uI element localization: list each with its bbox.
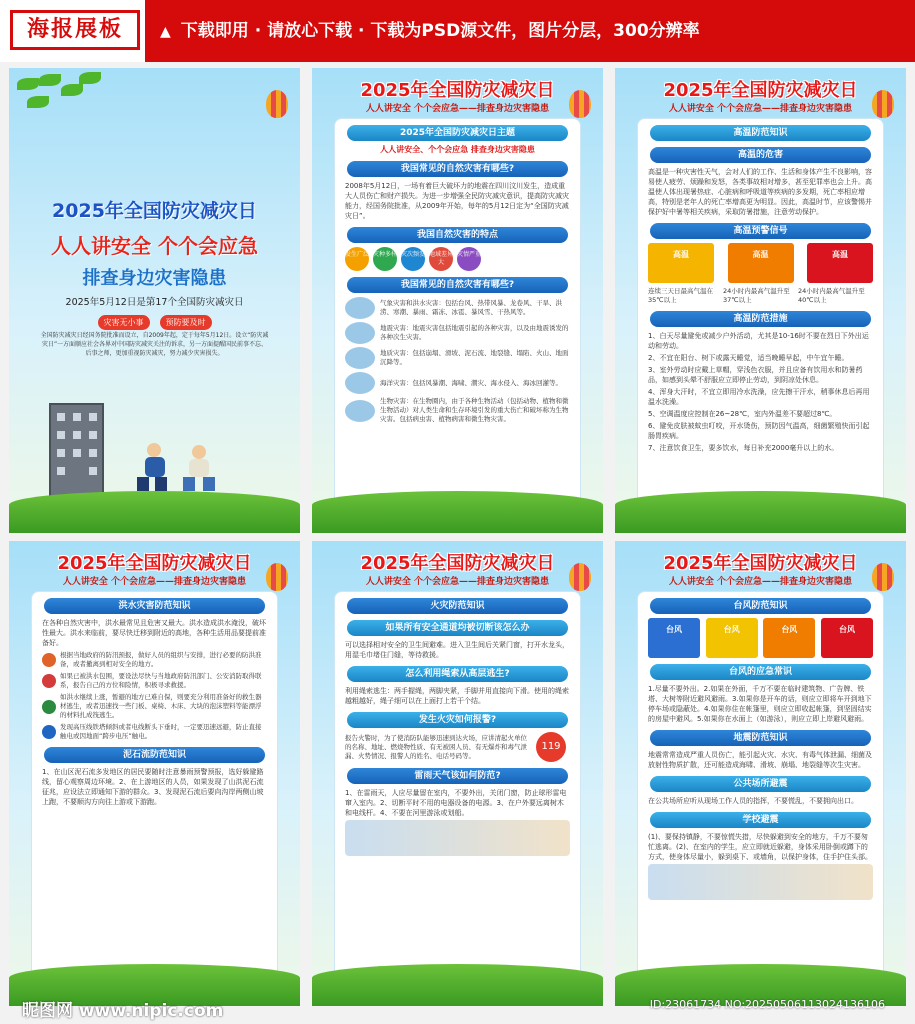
poster-subtitle: 人人讲安全 个个会应急——排查身边灾害隐患 — [365, 577, 550, 587]
section-heading: 我国自然灾害的特点 — [347, 227, 568, 243]
poster-disaster-types[interactable] — [312, 68, 603, 533]
item-text: 地质灾害：包括崩塌、滑坡、泥石流、地裂缝、塌陷、火山、地面沉降等。 — [380, 349, 569, 366]
question-heading: 怎么利用绳索从高层逃生? — [347, 666, 568, 682]
heat-signal-orange: 高温 — [728, 243, 794, 283]
bug-icon — [345, 400, 375, 422]
signal-note: 连续三天日最高气温在35℃以上 — [648, 287, 713, 304]
tip-text: 如洪水继续上涨，暂避的地方已难自保，则要充分利用准备好的救生器材逃生，或者迅速找一些门板、桌椅、木床、大块的泡沫塑料等能漂浮的材料扎成筏逃生。 — [60, 693, 262, 719]
list-item — [345, 372, 570, 394]
number-badge-icon — [42, 700, 56, 714]
leaves-decoration — [9, 68, 119, 138]
signal-note: 24小时内最高气温升至37℃以上 — [723, 287, 790, 304]
item-text: 气象灾害和洪水灾害：包括台风、热带风暴、龙卷风、干旱、洪涝、寒潮、暴雨、霜冻、冰雹、暴风雪、干热风等。 — [380, 299, 562, 316]
earthquake-icon — [345, 322, 375, 344]
poster-subtitle: 人人讲安全 个个会应急——排查身边灾害隐患 — [62, 577, 247, 587]
typhoon-signal-blue: 台风 — [648, 618, 700, 658]
brand-area — [0, 0, 145, 62]
typhoon-signal-yellow: 台风 — [706, 618, 758, 658]
section-heading: 台风防范知识 — [650, 598, 871, 614]
tip-text: 5、空调温度应控制在26~28℃，室内外温差不要超过8℃。 — [648, 410, 837, 418]
section-text: 1.尽量不要外出。2.如果在外面，千万不要在临时建筑物、广告牌、铁塔、大树等附近避风避雨。3.如果你是开车的话，则应立即将车开到地下停车场或隐蔽处。4.如果你住在帐篷里，则应立即收起帐篷，到坚固结实的房屋中避风。5.如果你在水面上（如游泳），则应立即上岸避风避雨。 — [648, 685, 872, 723]
section-text: (1)、要保持镇静，不要惊慌失措，尽快躲避到安全的地方，千万不要匆忙逃离。(2)、在室内的学生，应立即就近躲避，身体采用卧倒或蹲下的方式，使身体尽量小，躲到桌下、或墙角，以保护身体，住手护住头部。 — [648, 833, 872, 861]
section-heading: 火灾防范知识 — [347, 598, 568, 614]
landslide-icon — [345, 347, 375, 369]
feature-badge: 发生广泛 — [345, 247, 369, 271]
section-text: 1、在山区泥石流多发地区的居民要随时注意暴雨预警预报，选好躲避路线，留心观察周边环境。2、在上游地区的人员，如果发现了山洪泥石流征兆，应设法立即通知下游的群众。3、发现泥石流后要向沟岸两侧山坡上跑，不要顺沟方向往上游或下游跑。 — [42, 768, 264, 806]
poster-typhoon[interactable] — [615, 541, 906, 1006]
cover-date: 2025年5月12日是第17个全国防灾减灾日 — [65, 297, 244, 308]
typhoon-signal-red: 台风 — [821, 618, 873, 658]
list-item — [345, 397, 570, 424]
cover-tags — [9, 315, 300, 330]
watermark-bar — [0, 990, 915, 1024]
question-heading: 如果所有安全通道均被切断该怎么办 — [347, 620, 568, 636]
number-badge-icon — [42, 725, 56, 739]
answer-text: 报告火警时，为了使消防队能够迅速到达火场，应讲清起火单位的名称、地址、燃烧物性质、有无被困人员、有无爆炸和毒气泄漏、火势情况、报警人的姓名、电话号码等。 — [345, 733, 527, 760]
section-heading: 地震防范知识 — [650, 730, 871, 746]
poster-subtitle: 人人讲安全 个个会应急——排查身边灾害隐患 — [365, 104, 550, 114]
section-heading: 2025年全国防灾减灾日主题 — [347, 125, 568, 141]
cover-title: 2025年全国防灾减灾日 — [52, 200, 257, 222]
tip-text: 1、白天尽量避免或减少户外活动，尤其是10-16时不要在烈日下外出运动和劳动。 — [648, 332, 869, 350]
typhoon-signals — [648, 618, 873, 658]
wave-icon — [345, 372, 375, 394]
tip-row — [42, 672, 267, 690]
thunderstorm-illustration — [345, 820, 570, 856]
tip-text: 3、室外劳动时应戴上草帽，穿浅色衣服，并且应备有饮用水和防暑药品，如感到头晕不舒服应立即停止劳动，到阴凉处休息。 — [648, 366, 863, 384]
top-banner — [0, 0, 915, 62]
section-heading: 高温防范知识 — [650, 125, 871, 141]
poster-subtitle: 人人讲安全 个个会应急——排查身边灾害隐患 — [668, 104, 853, 114]
item-text: 生物灾害：在生物圈内，由于各种生物活动（包括动物、植物和微生物活动）对人类生命和生存环境引发的重大伤亡和破坏称为生物灾害。包括病虫害、植物病害和微生物灾害。 — [380, 397, 569, 423]
tip-row — [42, 693, 267, 720]
feature-badge: 灾种多样 — [373, 247, 397, 271]
emergency-119-badge: 119 — [536, 732, 566, 762]
site-watermark: 昵图网 www.nipic.com — [22, 1001, 224, 1021]
poster-subtitle: 人人讲安全 个个会应急——排查身边灾害隐患 — [668, 577, 853, 587]
triangle-icon: ▲ — [160, 24, 171, 40]
cover-intro: 全国防灾减灾日经国务院批准而设立，自2009年起，定于每年5月12日。设立“防灾减灾日”一方面顺应社会各界对中国防灾减灾关注的诉求，另一方面提醒国民前事不忘、后事之师，更加重视防灾减灾，努力减少灾害损失。 — [40, 332, 269, 357]
section-heading: 我国常见的自然灾害有哪些? — [347, 161, 568, 177]
poster-cover[interactable] — [9, 68, 300, 533]
cover-slogan: 人人讲安全 个个会应急 — [51, 234, 258, 258]
poster-title: 2025年全国防灾减灾日 — [663, 553, 858, 574]
section-heading: 雷雨天气该如何防范? — [347, 768, 568, 784]
grass-decoration — [615, 491, 906, 533]
poster-title: 2025年全国防灾减灾日 — [360, 553, 555, 574]
tip-row — [42, 651, 267, 669]
report-row — [345, 732, 570, 762]
earthquake-scene-illustration — [648, 864, 873, 900]
item-text: 地震灾害：地震灾害包括地震引起的各种灾害，以及由地震诱发的各种次生灾害。 — [380, 324, 569, 341]
poster-fire[interactable] — [312, 541, 603, 1006]
poster-heat[interactable] — [615, 68, 906, 533]
list-item — [345, 347, 570, 369]
list-item — [345, 322, 570, 344]
content-card — [637, 118, 884, 510]
section-text: 在各种自然灾害中，洪水最常见且危害又最大。洪水造成洪水淹没，破坏性最大。洪水来临前，要尽快迁移到附近的高地，各种生活用品要提前准备好。 — [42, 619, 266, 647]
item-text: 海洋灾害：包括风暴潮、海啸、潮灾、海水侵入、海冰回灌等。 — [380, 378, 562, 387]
signal-notes — [648, 287, 873, 305]
cover-subslogan: 排查身边灾害隐患 — [82, 268, 227, 289]
storm-icon — [345, 297, 375, 319]
content-card — [637, 591, 884, 983]
section-heading: 高温的危害 — [650, 147, 871, 163]
content-card — [31, 591, 278, 983]
grass-decoration — [9, 491, 300, 533]
cracked-building-illustration — [49, 403, 104, 498]
list-item — [345, 297, 570, 319]
section-heading: 洪水灾害防范知识 — [44, 598, 265, 614]
section-text: 地震常常造成严重人员伤亡，能引起火灾、水灾、有毒气体泄漏、细菌及放射性物质扩散，还可能造成海啸、滑坡、崩塌、地裂缝等次生灾害。 — [648, 751, 872, 769]
signal-note: 24小时内最高气温升至40℃以上 — [798, 287, 865, 304]
download-slogan — [160, 0, 700, 62]
content-card — [334, 118, 581, 510]
section-heading: 我国常见的自然灾害有哪些? — [347, 277, 568, 293]
people-running-illustration — [119, 440, 239, 495]
section-heading: 高温防范措施 — [650, 311, 871, 327]
feature-badge: 地域差异大 — [429, 247, 453, 271]
tip-text: 根据当地政府的防汛预报，做好人员的组织与安排，进行必要的防洪准备，或者撤离到相对安全的地方。 — [60, 651, 262, 668]
tip-text: 如果已被洪水包围，要设法尽快与当地政府防汛部门、公安消防取得联系，报告自己的方位和险情，积极寻求救援。 — [60, 672, 262, 689]
section-text: 2008年5月12日，一场有着巨大破坏力的地震在四川汶川发生，造成重大人员伤亡和财产损失。为进一步增强全民防灾减灾意识，提高防灾减灾能力，经国务院批准，从2009年开始，每年的5月12日定为“全国防灾减灾日”。 — [345, 182, 569, 220]
section-heading: 公共场所避震 — [650, 776, 871, 792]
tip-text: 7、注意饮食卫生，要多饮水，每日补充2000毫升以上的水。 — [648, 444, 839, 452]
section-heading: 高温预警信号 — [650, 223, 871, 239]
answer-text: 可以选择相对安全的卫生间避难。进入卫生间后关紧门窗，打开水龙头，用湿毛巾堵住门缝，等待救援。 — [345, 641, 569, 659]
poster-flood[interactable] — [9, 541, 300, 1006]
question-heading: 发生火灾如何报警? — [347, 712, 568, 728]
answer-text: 1、在雷雨天，人应尽量留在室内，不要外出，关闭门窗，防止球形雷电窜入室内。2、切断平时不用的电器设备的电源。3、在户外要远离树木和电线杆。4、不要在河里游泳或划船。 — [345, 789, 567, 817]
tip-text: 6、避免皮肤被蚊虫叮咬，开水烫伤，预防因气温高，细菌繁殖快而引起肠胃疾病。 — [648, 422, 870, 440]
tip-text: 4、浑身大汗时，不宜立即用冷水洗澡，应先擦干汗水，稍事休息后再用温水洗澡。 — [648, 388, 870, 406]
content-card — [334, 591, 581, 983]
feature-badge: 灾次频发 — [401, 247, 425, 271]
tip-text: 发现高压线铁塔倾斜或者电线断头下垂时，一定要迅速远避，防止直接触电或因地面“跨步电压”触电。 — [60, 723, 262, 740]
answer-text: 利用绳索逃生：两手握绳，两脚夹紧，手脚并用直接向下滑。使用的绳索越粗越好，绳子细可以在上面打上若干个结。 — [345, 687, 569, 705]
section-heading: 台风的应急常识 — [650, 664, 871, 680]
heat-signal-red: 高温 — [807, 243, 873, 283]
warning-signals — [648, 243, 873, 283]
section-heading: 泥石流防范知识 — [44, 747, 265, 763]
theme-text: 人人讲安全、个个会应急 排查身边灾害隐患 — [380, 145, 535, 154]
poster-title: 2025年全国防灾减灾日 — [663, 80, 858, 101]
number-badge-icon — [42, 653, 56, 667]
section-heading: 学校避震 — [650, 812, 871, 828]
tip-text: 2、不宜在阳台、树下或露天睡觉，适当晚睡早起，中午宜午睡。 — [648, 354, 849, 362]
grass-decoration — [312, 491, 603, 533]
poster-title: 2025年全国防灾减灾日 — [57, 553, 252, 574]
section-text: 在公共场所应听从现场工作人员的指挥，不要慌乱，不要拥向出口。 — [648, 797, 858, 805]
feature-badge: 灾情严重 — [457, 247, 481, 271]
feature-row — [345, 247, 570, 271]
image-id-watermark: ID:23061734 NO:20250506113024136106 — [649, 998, 885, 1011]
poster-title: 2025年全国防灾减灾日 — [360, 80, 555, 101]
section-text: 高温是一种灾害性天气，会对人们的工作、生活和身体产生不良影响，容易使人疲劳、烦躁和发怒，各类事故相对增多，甚至犯罪率也会上升。高温使人体出现暑热症、心脏病和呼吸道等疾病的多发期，死亡率相应增高，特别是老年人的死亡率增高更为明显。因此，高温时节，应该警惕并保护好中暑等相关疾病，采取防暑措施，注意劳动保护。 — [648, 168, 872, 216]
brand-label: 海报展板 — [10, 10, 140, 50]
heat-signal-yellow: 高温 — [648, 243, 714, 283]
number-badge-icon — [42, 674, 56, 688]
typhoon-signal-orange: 台风 — [763, 618, 815, 658]
tip-row — [42, 723, 267, 741]
cover-tag: 预防要及时 — [160, 315, 212, 330]
slogan-text: 下载即用 · 请放心下载 · 下载为PSD源文件，图片分层，300分辨率 — [180, 21, 700, 41]
cover-tag: 灾害无小事 — [98, 315, 150, 330]
hot-air-balloon-icon — [266, 90, 288, 118]
